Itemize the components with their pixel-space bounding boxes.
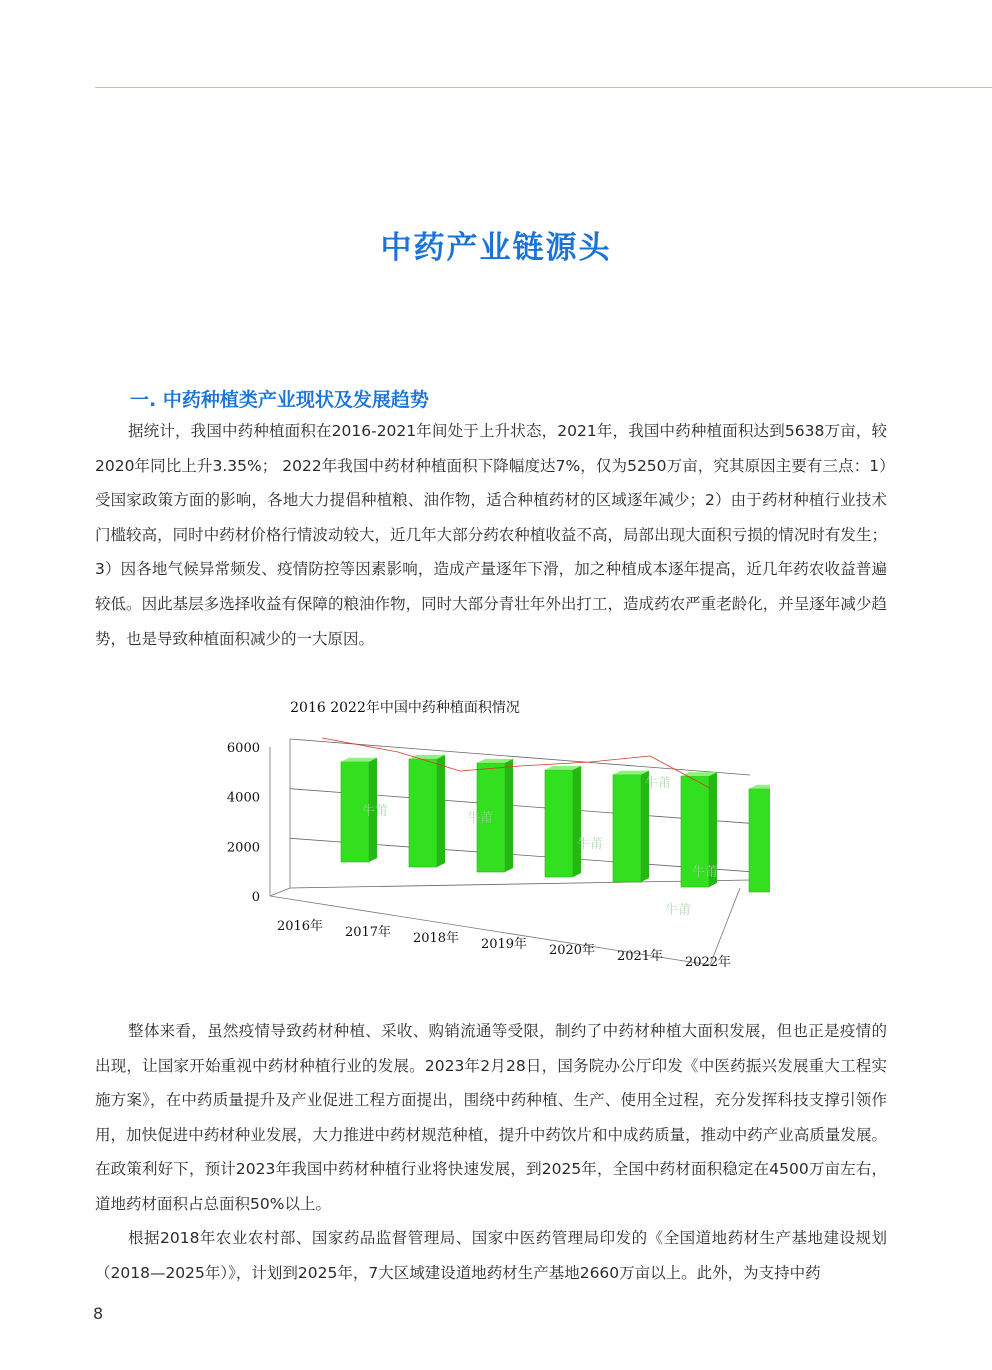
- x-tick-label: 2016年: [276, 919, 324, 934]
- bar-top: [749, 785, 770, 789]
- x-tick-label: 2021年: [616, 949, 664, 964]
- watermark-label: 牛莆: [691, 865, 719, 880]
- x-tick-label: 2020年: [548, 943, 596, 958]
- planting-area-chart: [210, 690, 770, 990]
- bar: [749, 789, 770, 892]
- floor-edge: [270, 888, 290, 896]
- y-tick-label: 0: [251, 890, 260, 905]
- page-number: 8: [93, 1304, 104, 1323]
- watermark-label: 牛莆: [664, 903, 692, 918]
- bar: [409, 759, 437, 867]
- watermark-label: 牛莆: [644, 776, 672, 791]
- y-tick-label: 6000: [226, 741, 260, 756]
- bar-side: [437, 755, 445, 867]
- bar: [545, 770, 573, 877]
- paragraph-3: 根据2018年农业农村部、国家药品监督管理局、国家中医药管理局印发的《全国道地药材生产基地建设规划（2018—2025年）》，计划到2025年，7大区域建设道地药材生产基地2660万亩以上。此外，为支持中药: [95, 1229, 887, 1282]
- x-tick-label: 2017年: [344, 925, 392, 940]
- paragraph-1: 据统计，我国中药种植面积在2016-2021年间处于上升状态，2021年，我国中药种植面积达到5638万亩，较2020年同比上升3.35%； 2022年我国中药材种植面积下降幅度达7%，仅为5250万亩，究其原因主要有三点：1）受国家政策方面的影响，各地大力提倡种植粮、油作物，适合种植药材的区域逐年减少；2）由于药材种植行业技术门槛较高，同时中药材价格行情波动较大，近几年大部分药农种植收益不高，局部出现大面积亏损的情况时有发生；3）因各地气候异常频发、疫情防控等因素影响，造成产量逐年下滑，加之种植成本逐年提高，近几年药农收益普遍较低。因此基层多选择收益有保障的粮油作物，同时大部分青壮年外出打工，造成药农严重老龄化，并呈逐年减少趋势，也是导致种植面积减少的一大原因。: [95, 422, 887, 648]
- y-tick-label: 4000: [226, 790, 260, 806]
- bar-side: [573, 766, 581, 877]
- watermark-label: 牛莆: [466, 811, 494, 826]
- paragraph-2: 整体来看，虽然疫情导致药材种植、采收、购销流通等受限，制约了中药材种植大面积发展，但也正是疫情的出现，让国家开始重视中药材种植行业的发展。2023年2月28日，国务院办公厅印发《中医药振兴发展重大工程实施方案》，在中药质量提升及产业促进工程方面提出，围绕中药种植、生产、使用全过程，充分发挥科技支撑引领作用，加快促进中药材种业发展，大力推进中药材规范种植，提升中药饮片和中成药质量，推动中药产业高质量发展。在政策利好下，预计2023年我国中药材种植行业将快速发展，到2025年，全国中药材面积稳定在4500万亩左右，道地药材面积占总面积50%以上。: [95, 1022, 887, 1213]
- x-tick-label: 2022年: [684, 955, 732, 970]
- bar: [613, 775, 641, 882]
- x-tick-label: 2019年: [480, 937, 528, 952]
- watermark-label: 牛莆: [361, 804, 389, 819]
- x-tick-label: 2018年: [412, 931, 460, 946]
- floor-front-edge: [270, 888, 740, 965]
- y-tick-label: 2000: [226, 840, 260, 856]
- section-heading: 一. 中药种植类产业现状及发展趋势: [130, 389, 429, 411]
- bar-side: [505, 759, 513, 872]
- watermark-label: 牛莆: [576, 837, 604, 852]
- top-rule: [95, 87, 992, 88]
- page-title: 中药产业链源头: [380, 230, 612, 266]
- chart-title: 2016 2022年中国中药种植面积情况: [290, 700, 520, 716]
